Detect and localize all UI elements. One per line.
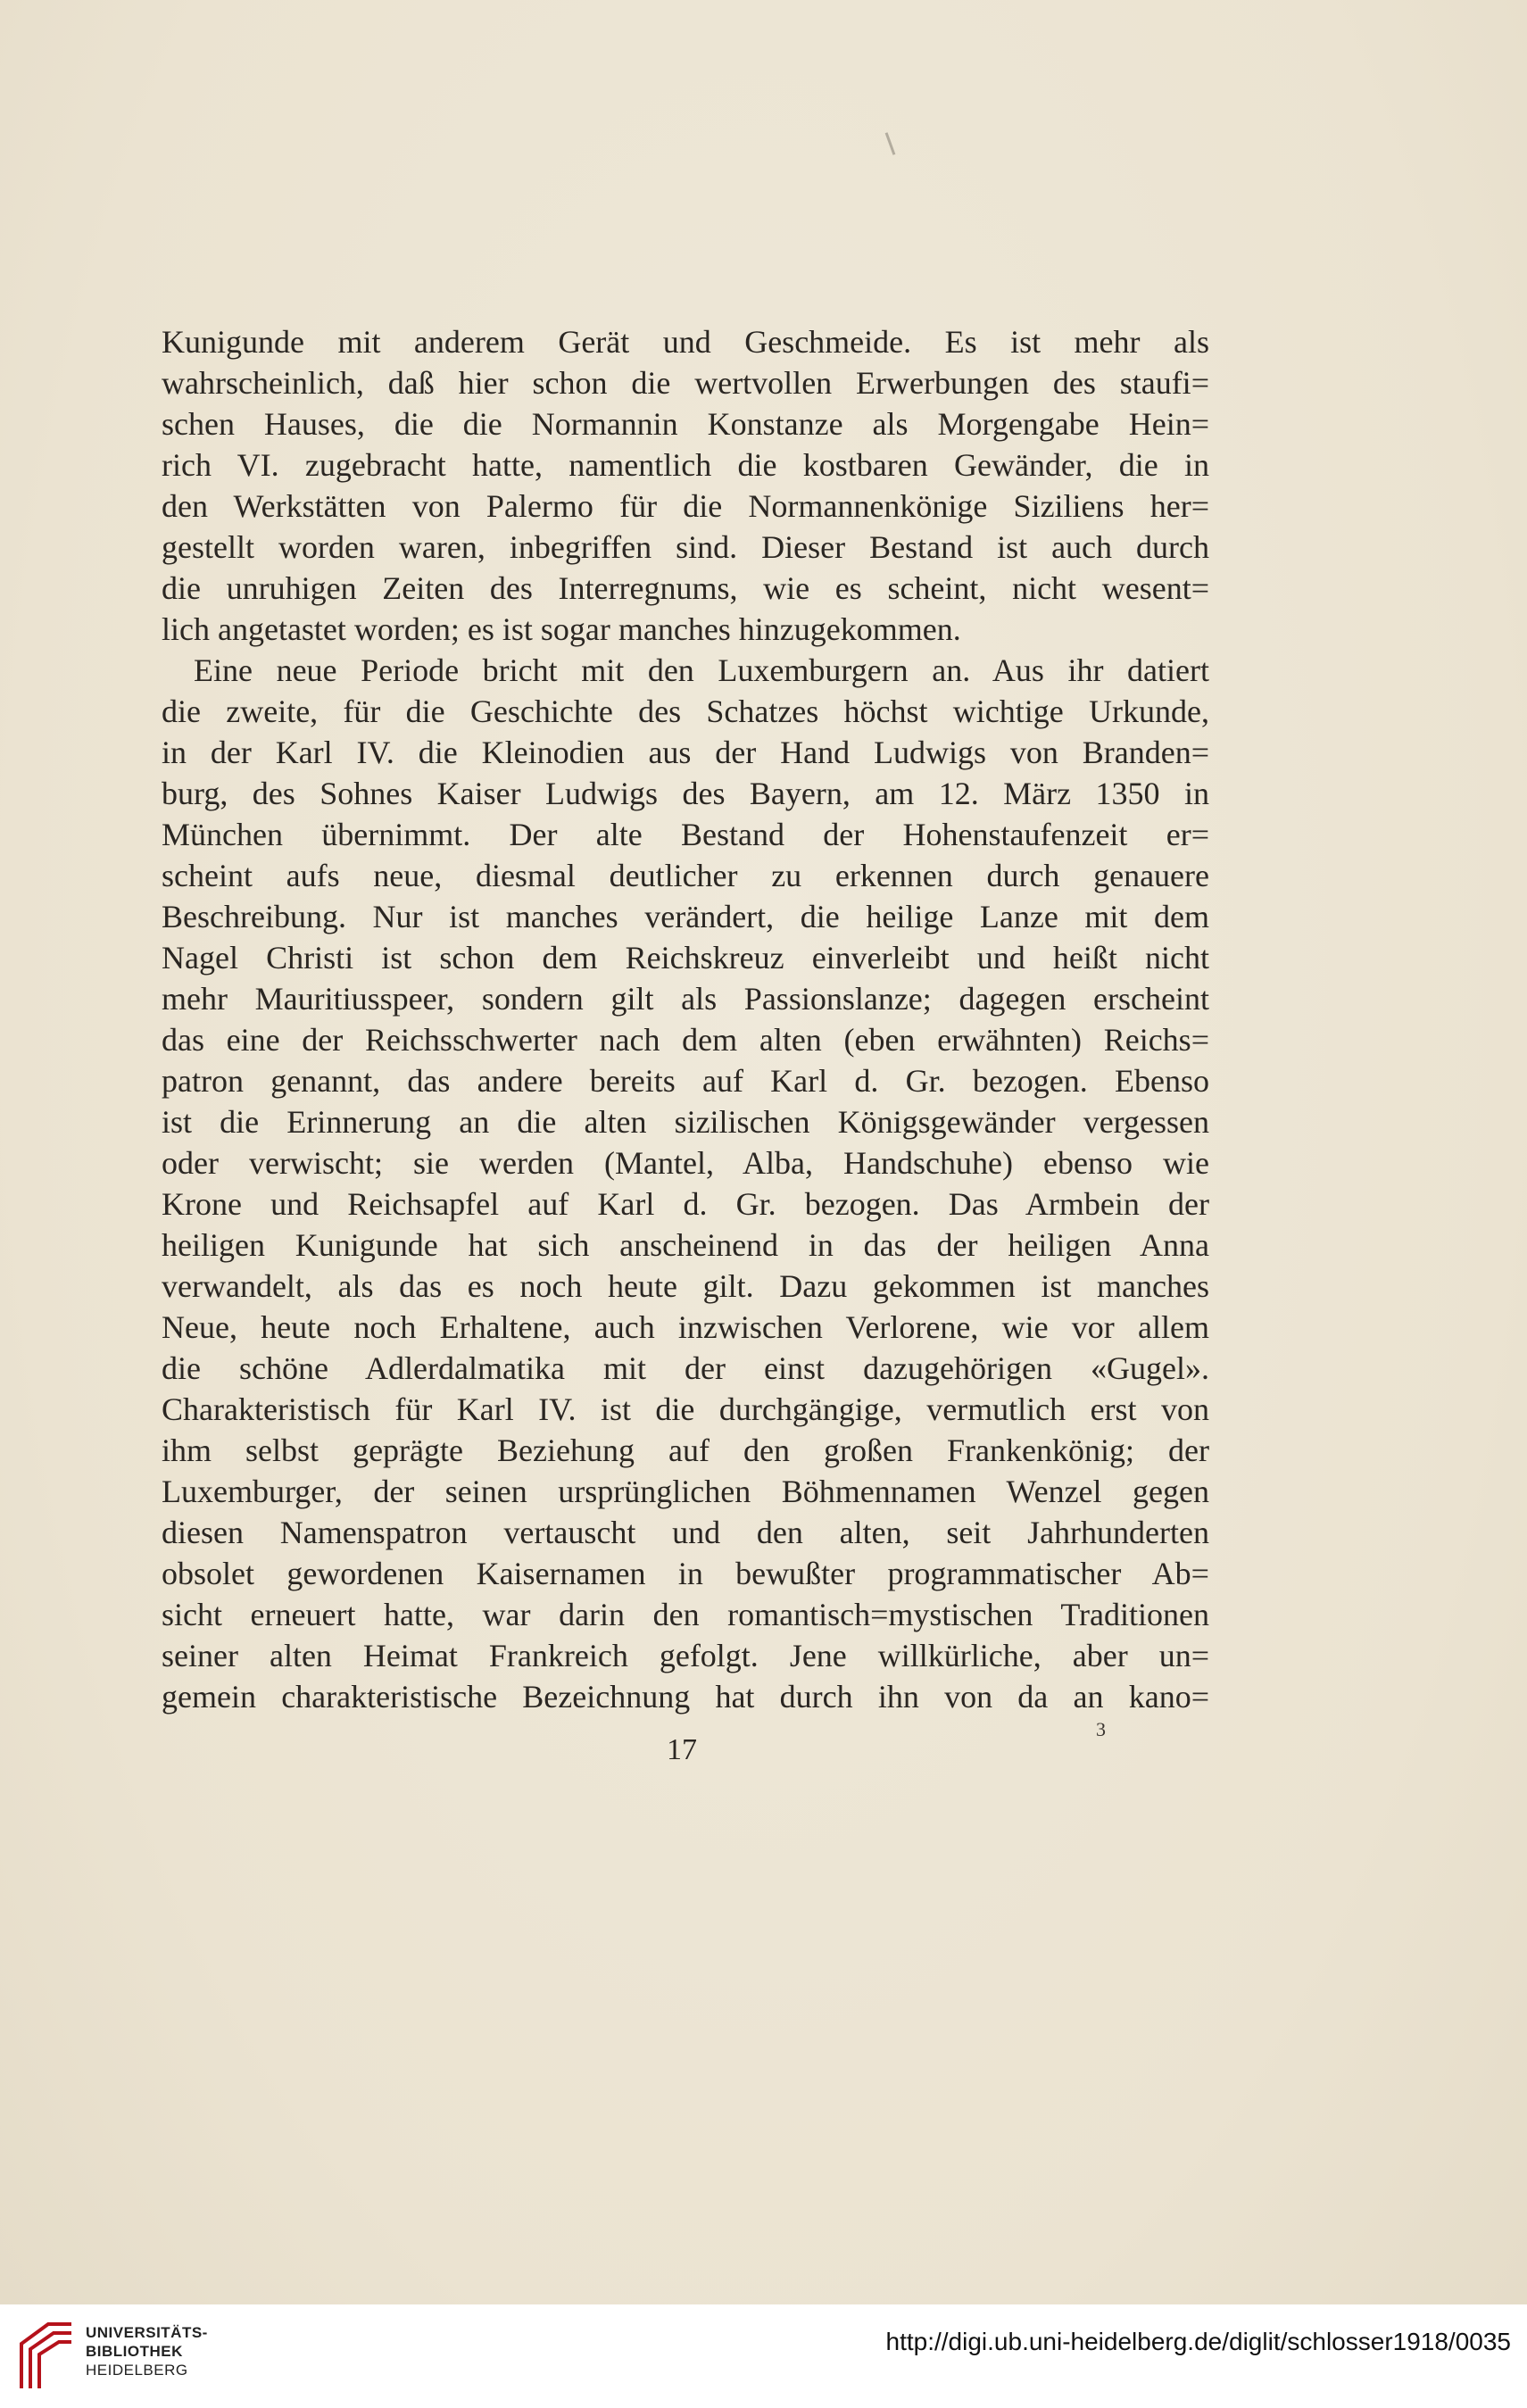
text-line: sicht erneuert hatte, war darin den romantisch=mystischen Traditionen (162, 1597, 1209, 1632)
text-line: Eine neue Periode bricht mit den Luxemburgern an. Aus ihr datiert (194, 652, 1209, 688)
text-line: verwandelt, als das es noch heute gilt. Dazu gekommen ist manches (162, 1268, 1209, 1304)
page-number: 17 (667, 1733, 697, 1766)
body-text (162, 321, 1209, 1717)
text-line: oder verwischt; sie werden (Mantel, Alba, Handschuhe) ebenso wie (162, 1145, 1209, 1181)
text-line: Charakteristisch für Karl IV. ist die durchgängige, vermutlich erst von (162, 1391, 1209, 1427)
text-line: schen Hauses, die die Normannin Konstanze als Morgengabe Hein= (162, 406, 1209, 442)
library-name-line-3: HEIDELBERG (86, 2362, 188, 2379)
text-line: das eine der Reichsschwerter nach dem alten (eben erwähnten) Reichs= (162, 1022, 1209, 1058)
text-line: ist die Erinnerung an die alten sizilischen Königsgewänder vergessen (162, 1104, 1209, 1140)
text-line: scheint aufs neue, diesmal deutlicher zu erkennen durch genauere (162, 858, 1209, 893)
text-line: burg, des Sohnes Kaiser Ludwigs des Bayern, am 12. März 1350 in (162, 776, 1209, 811)
library-logo-icon (12, 2317, 79, 2396)
text-line: wahrscheinlich, daß hier schon die wertvollen Erwerbungen des staufi= (162, 365, 1209, 401)
library-name-line-2: BIBLIOTHEK (86, 2343, 183, 2360)
footer-bar (0, 2304, 1527, 2408)
text-line: den Werkstätten von Palermo für die Normannenkönige Siziliens her= (162, 488, 1209, 524)
text-line: München übernimmt. Der alte Bestand der Hohenstaufenzeit er= (162, 817, 1209, 852)
library-name (86, 2323, 208, 2379)
library-name-line-1: UNIVERSITÄTS- (86, 2324, 208, 2341)
text-line: Kunigunde mit anderem Gerät und Geschmeide. Es ist mehr als (162, 324, 1209, 360)
text-line: diesen Namenspatron vertauscht und den alten, seit Jahrhunderten (162, 1515, 1209, 1550)
text-line: die unruhigen Zeiten des Interregnums, wie es scheint, nicht wesent= (162, 570, 1209, 606)
text-line: Krone und Reichsapfel auf Karl d. Gr. bezogen. Das Armbein der (162, 1186, 1209, 1222)
text-line: Luxemburger, der seinen ursprünglichen Böhmennamen Wenzel gegen (162, 1474, 1209, 1509)
source-url-link[interactable]: http://digi.ub.uni-heidelberg.de/diglit/schlosser1918/0035 (885, 2328, 1511, 2355)
text-line: obsolet gewordenen Kaisernamen in bewußter programmatischer Ab= (162, 1556, 1209, 1591)
text-line: mehr Mauritiusspeer, sondern gilt als Passionslanze; dagegen erscheint (162, 981, 1209, 1017)
text-line: patron genannt, das andere bereits auf Karl d. Gr. bezogen. Ebenso (162, 1063, 1209, 1099)
text-line: seiner alten Heimat Frankreich gefolgt. Jene willkürliche, aber un= (162, 1638, 1209, 1673)
text-line: Neue, heute noch Erhaltene, auch inzwischen Verlorene, wie vor allem (162, 1309, 1209, 1345)
text-line: gestellt worden waren, inbegriffen sind. Dieser Bestand ist auch durch (162, 529, 1209, 565)
text-line: heiligen Kunigunde hat sich anscheinend in das der heiligen Anna (162, 1227, 1209, 1263)
text-line: die schöne Adlerdalmatika mit der einst dazugehörigen «Gugel». (162, 1350, 1209, 1386)
text-line: gemein charakteristische Bezeichnung hat durch ihn von da an kano= (162, 1679, 1209, 1715)
text-line: rich VI. zugebracht hatte, namentlich die kostbaren Gewänder, die in (162, 447, 1209, 483)
text-line: in der Karl IV. die Kleinodien aus der Hand Ludwigs von Branden= (162, 735, 1209, 770)
text-line: ihm selbst geprägte Beziehung auf den großen Frankenkönig; der (162, 1432, 1209, 1468)
text-line: Beschreibung. Nur ist manches verändert, die heilige Lanze mit dem (162, 899, 1209, 934)
text-line: Nagel Christi ist schon dem Reichskreuz einverleibt und heißt nicht (162, 940, 1209, 976)
stray-mark (885, 132, 896, 154)
text-line: lich angetastet worden; es ist sogar manches hinzugekommen. (162, 611, 961, 647)
signature-mark: 3 (1096, 1718, 1106, 1740)
text-line: die zweite, für die Geschichte des Schatzes höchst wichtige Urkunde, (162, 693, 1209, 729)
